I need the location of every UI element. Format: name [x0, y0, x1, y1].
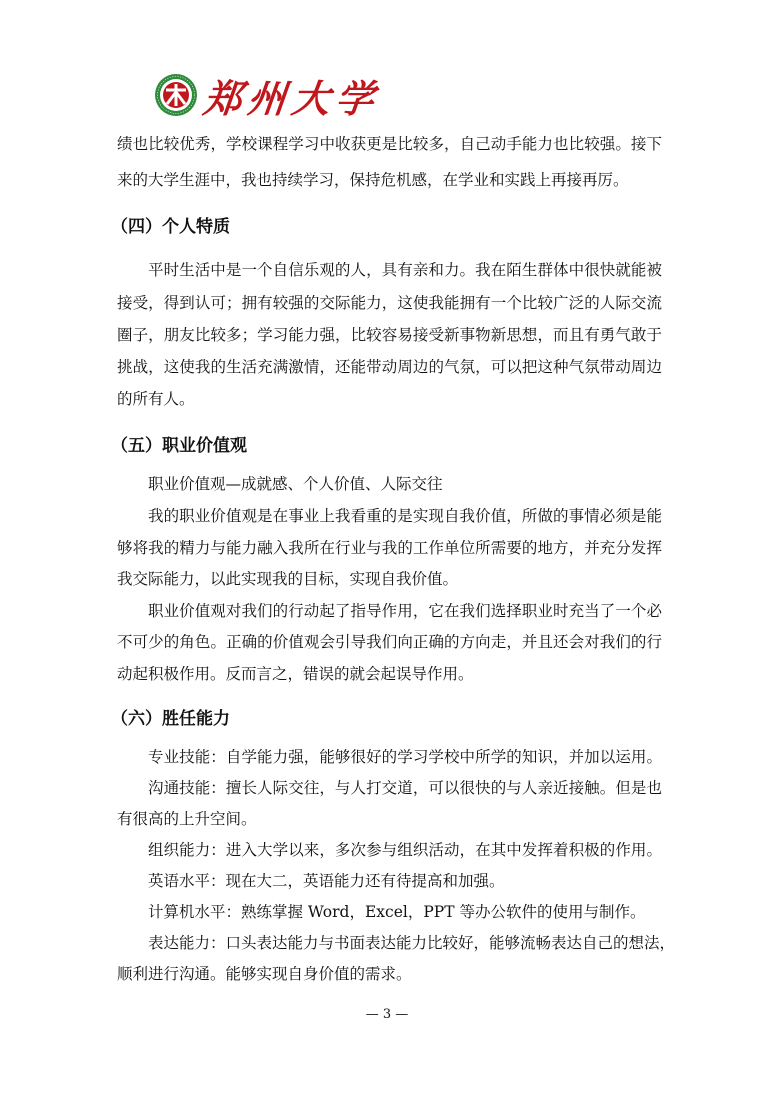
paragraph-line: 我交际能力，以此实现我的目标，实现自我价值。 — [117, 570, 459, 588]
paragraph-line: 的所有人。 — [117, 390, 195, 408]
university-name: 郑州大学 — [201, 75, 383, 121]
section-heading-values: （五）职业价值观 — [111, 436, 247, 456]
section-heading-competency: （六）胜任能力 — [111, 709, 230, 729]
paragraph-line: 平时生活中是一个自信乐观的人，具有亲和力。我在陌生群体中很快就能被 — [148, 261, 662, 279]
skill-expression: 顺利进行沟通。能够实现自身价值的需求。 — [117, 965, 412, 983]
skill-english: 英语水平：现在大二，英语能力还有待提高和加强。 — [148, 872, 505, 890]
paragraph-line: 来的大学生涯中，我也持续学习，保持危机感，在学业和实践上再接再厉。 — [117, 171, 629, 189]
skill-professional: 专业技能：自学能力强，能够很好的学习学校中所学的知识，并加以运用。 — [148, 748, 662, 766]
university-logo — [154, 70, 383, 121]
skill-communication: 沟通技能：擅长人际交往，与人打交道，可以很快的与人亲近接触。但是也 — [148, 779, 662, 797]
paragraph-line: 不可少的角色。正确的价值观会引导我们向正确的方向走，并且还会对我们的行 — [117, 633, 662, 651]
values-summary: 职业价值观—成就感、个人价值、人际交往 — [148, 475, 443, 493]
paragraph-line: 我的职业价值观是在事业上我看重的是实现自我价值，所做的事情必须是能 — [148, 507, 662, 525]
paragraph-line: 接受，得到认可；拥有较强的交际能力，这使我能拥有一个比较广泛的人际交流 — [117, 294, 662, 312]
section-heading-traits: （四）个人特质 — [111, 217, 230, 237]
university-seal-icon — [154, 73, 198, 117]
skill-organization: 组织能力：进入大学以来，多次参与组织活动，在其中发挥着积极的作用。 — [148, 841, 662, 859]
paragraph-line: 职业价值观对我们的行动起了指导作用，它在我们选择职业时充当了一个必 — [148, 602, 662, 620]
skill-computer: 计算机水平：熟练掌握 Word，Excel，PPT 等办公软件的使用与制作。 — [148, 903, 646, 921]
skill-expression: 表达能力：口头表达能力与书面表达能力比较好，能够流畅表达自己的想法， — [148, 934, 676, 952]
paragraph-line: 绩也比较优秀，学校课程学习中收获更是比较多，自己动手能力也比较强。接下 — [117, 135, 662, 153]
page-number: — 3 — — [365, 1007, 409, 1022]
paragraph-line: 圈子，朋友比较多；学习能力强，比较容易接受新事物新思想，而且有勇气敢于 — [117, 326, 662, 344]
skill-communication: 有很高的上升空间。 — [117, 810, 257, 828]
paragraph-line: 动起积极作用。反而言之，错误的就会起误导作用。 — [117, 665, 474, 683]
paragraph-line: 够将我的精力与能力融入我所在行业与我的工作单位所需要的地方，并充分发挥 — [117, 539, 662, 557]
paragraph-line: 挑战，这使我的生活充满激情，还能带动周边的气氛，可以把这种气氛带动周边 — [117, 358, 662, 376]
